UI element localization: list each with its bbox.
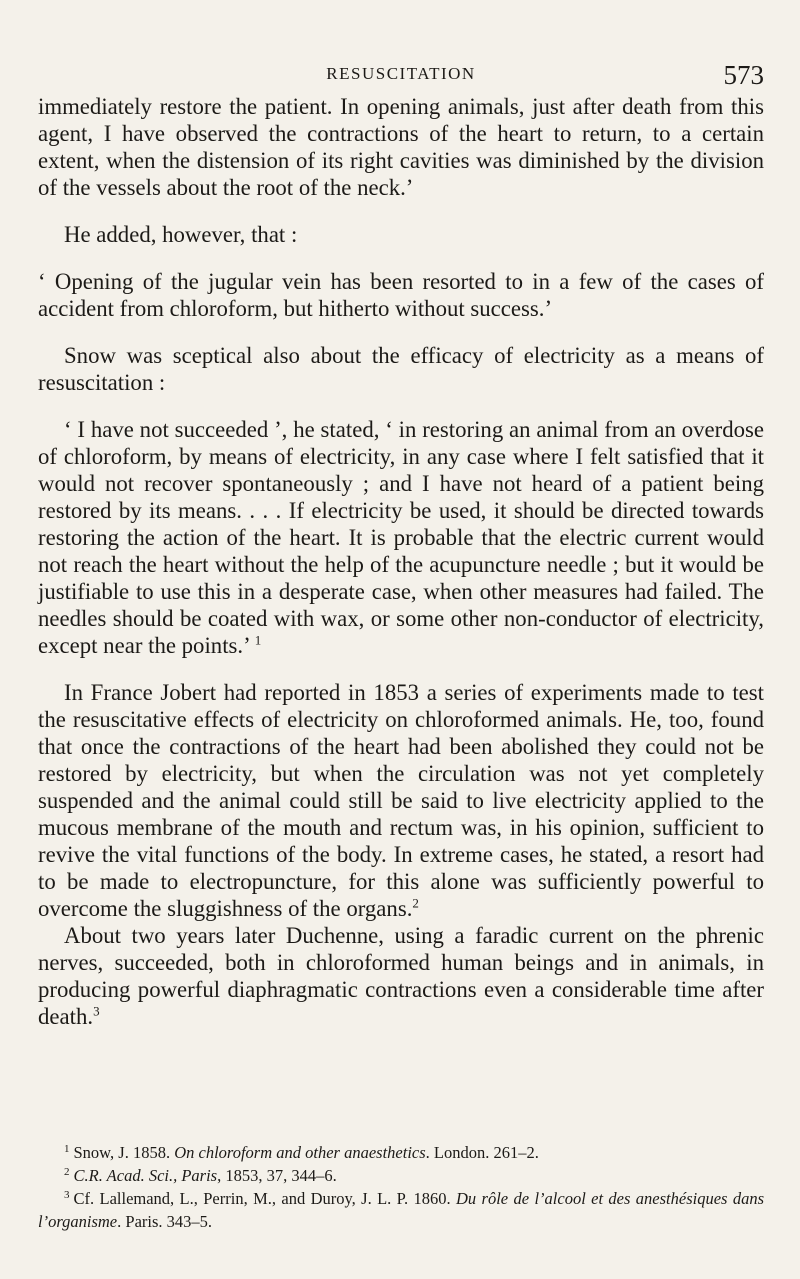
footnote-ref[interactable]: 2	[412, 895, 419, 911]
footnote: $^2$ C.R. Acad. Sci., Paris, 1853, 37, 344–6.	[64, 1165, 337, 1185]
quotation: ‘ I have not succeeded ’, he stated, ‘ in restoring an animal from an overdose of chloroform, by means of electricity, in any case where I felt satisfied that it would not recover spontaneously ; and I have not heard of a patient being restored by its means. . . . If electricity be used, it should be directed towards restoring the action of the heart. It is probable that the electric current would not reach the heart without the help of the acupuncture needle ; but it would be justifiable to use this in a desperate case, when other measures had failed. The needles should be coated with wax, or some other non-conductor of electricity, except near the points.’ $^1$	[38, 417, 764, 658]
book-page	[38, 0, 764, 1231]
footnote: $^1$ Snow, J. 1858. On chloroform and other anaesthetics. London. 261–2.	[64, 1142, 539, 1162]
paragraph: In France Jobert had reported in 1853 a series of experiments made to test the resuscitative effects of electricity on chloroformed animals. He, too, found that once the contractions of the heart had been abolished they could not be restored by electricity, but when the circulation was not yet completely suspended and the animal could still be said to live electricity applied to the mucous membrane of the mouth and rectum was, in his opinion, sufficient to revive the vital functions of the body. In extreme cases, he stated, a resort had to be made to electropuncture, for this alone was sufficiently powerful to overcome the sluggishness of the organs.$^2$	[38, 680, 764, 921]
paragraph: Snow was sceptical also about the efficacy of electricity as a means of resuscitation :	[38, 343, 764, 395]
body-text	[38, 93, 764, 1030]
paragraph: He added, however, that :	[64, 222, 298, 247]
paragraph: About two years later Duchenne, using a faradic current on the phrenic nerves, succeeded, both in chloroformed human beings and in animals, in producing powerful diaphragmatic contractions even a considerable time after death.$^3$	[38, 923, 764, 1029]
footnotes	[38, 1141, 764, 1233]
page-header	[38, 0, 764, 90]
page-number: 573	[723, 60, 764, 90]
paragraph-continued: immediately restore the patient. In opening animals, just after death from this agent, I have observed the contractions of the heart to return, to a certain extent, when the distension of its right cavities was diminished by the division of the vessels about the root of the neck.’	[38, 94, 764, 200]
footnote: $^3$ Cf. Lallemand, L., Perrin, M., and Duroy, J. L. P. 1860. Du rôle de l’alcool et des anesthésiques dans l’organisme. Paris. 343–5.	[38, 1188, 764, 1231]
quotation: ‘ Opening of the jugular vein has been resorted to in a few of the cases of accident from chloroform, but hitherto without success.’	[38, 269, 764, 321]
footnote-ref[interactable]: 3	[93, 1003, 100, 1019]
footnote-ref[interactable]: 1	[254, 632, 262, 648]
running-head: RESUSCITATION	[326, 64, 476, 83]
